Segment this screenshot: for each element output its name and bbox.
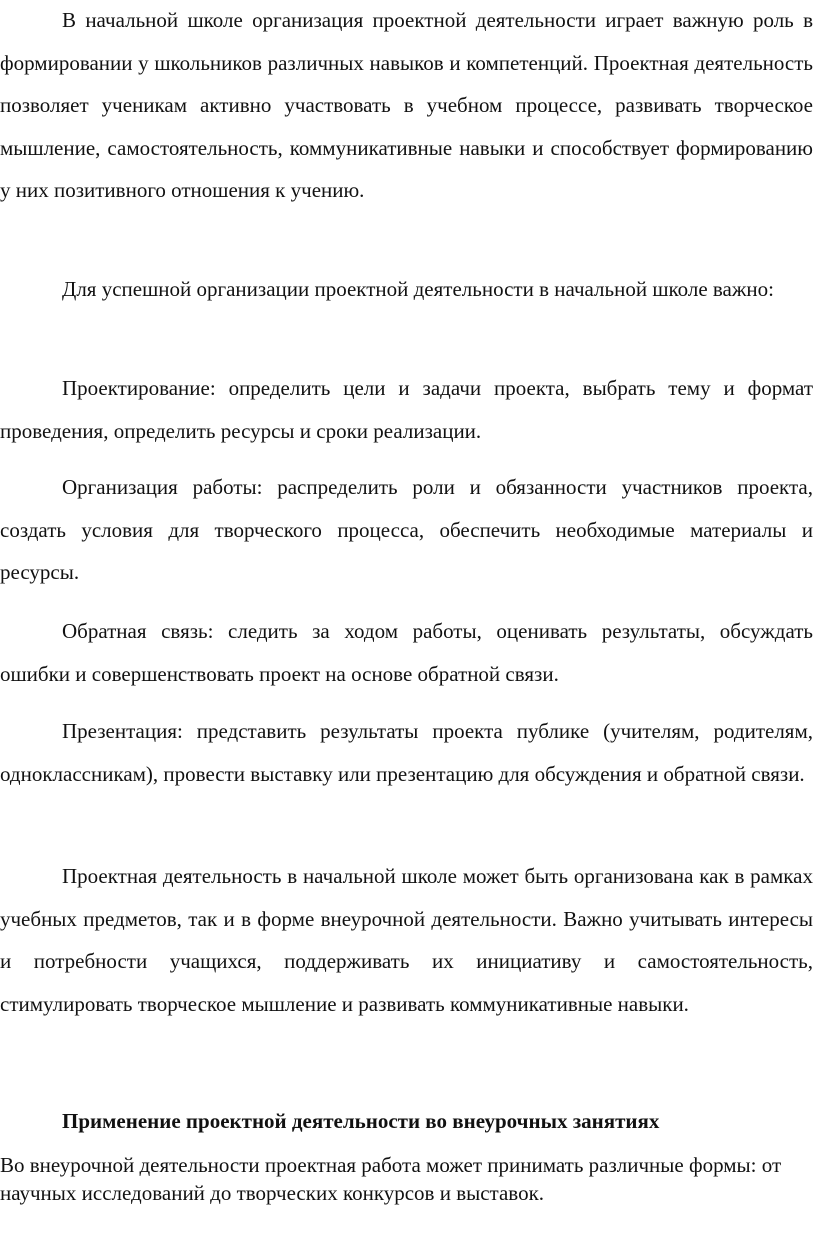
section-text: Во внеурочной деятельности проектная работа может принимать различные формы: от научных исследований до творческих конкурсов и выставок. [0,1153,782,1205]
paragraph-organization: Организация работы: распределить роли и обязанности участников проекта, создать условия для творческого процесса, обеспечить необходимые материалы и ресурсы. [0,475,813,584]
section-heading: Применение проектной деятельности во внеурочных занятиях [62,1109,660,1133]
paragraph-feedback: Обратная связь: следить за ходом работы, оценивать результаты, обсуждать ошибки и совершенствовать проект на основе обратной связи. [0,619,813,686]
paragraph-summary: Проектная деятельность в начальной школе может быть организована как в рамках учебных предметов, так и в форме внеурочной деятельности. Важно учитывать интересы и потребности учащихся, поддерживать их инициативу и самостоятельность, стимулировать творческое мышление и развивать коммуникативные навыки. [0,864,813,1016]
paragraph-design: Проектирование: определить цели и задачи проекта, выбрать тему и формат проведения, определить ресурсы и сроки реализации. [0,376,813,443]
paragraph-intro: В начальной школе организация проектной деятельности играет важную роль в формировании у школьников различных навыков и компетенций. Проектная деятельность позволяет ученикам активно участвовать в учебном процессе, развивать творческое мышление, самостоятельность, коммуникативные навыки и способствует формированию у них позитивного отношения к учению. [0,8,813,202]
paragraph-presentation: Презентация: представить результаты проекта публике (учителям, родителям, одноклассникам), провести выставку или презентацию для обсуждения и обратной связи. [0,719,813,786]
paragraph-requirements: Для успешной организации проектной деятельности в начальной школе важно: [62,277,774,301]
